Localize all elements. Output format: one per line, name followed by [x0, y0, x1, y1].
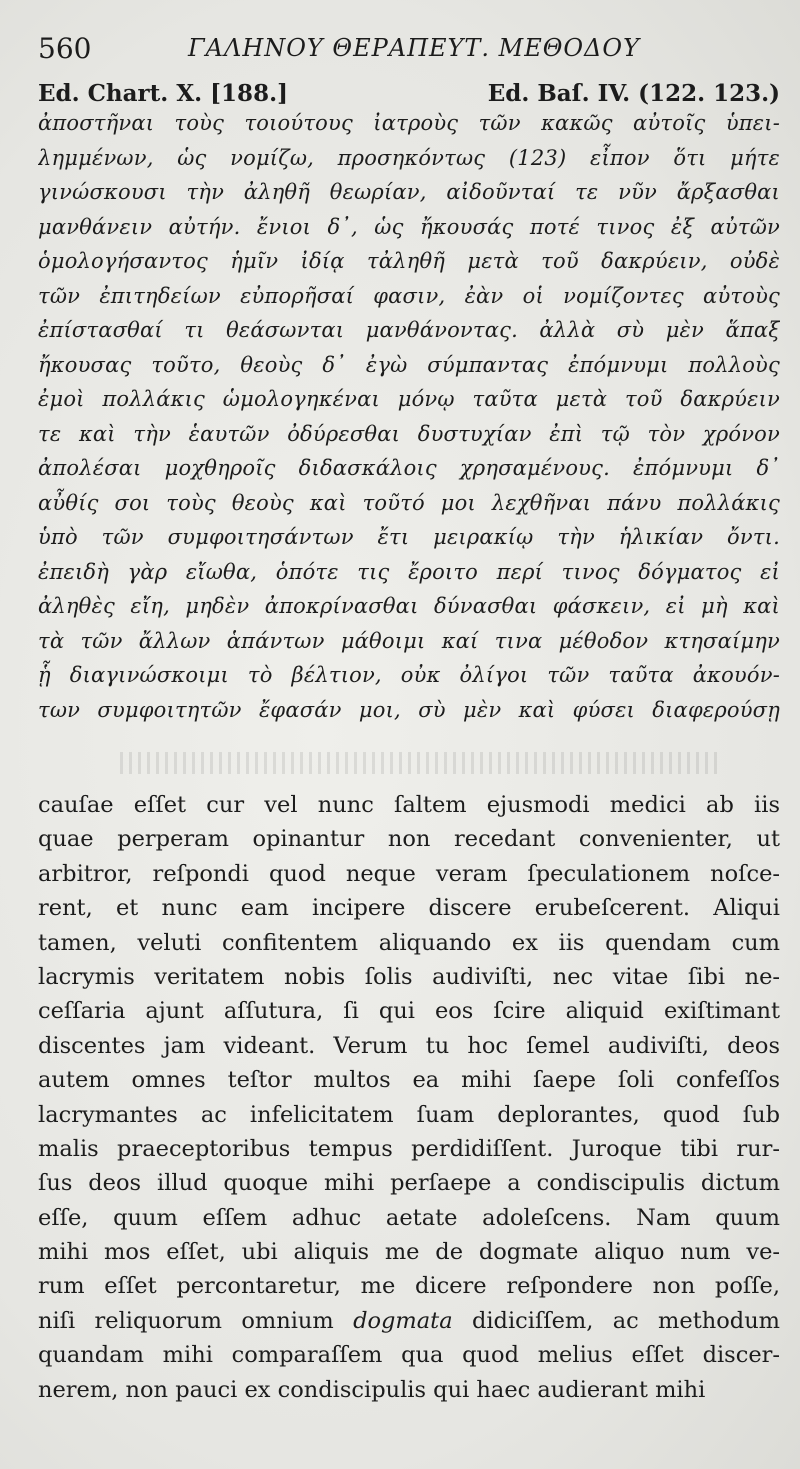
- greek-line: ἀληθὲς εἴη, μηδὲν ἀποκρίνασθαι δύνασθαι φάσκειν, εἰ μὴ καὶ: [38, 594, 780, 618]
- greek-line: ᾗ διαγινώσκοιμι τὸ βέλτιον, οὐκ ὀλίγοι τῶν ταῦτα ἀκουόν-: [38, 663, 780, 687]
- greek-line: γινώσκουσι τὴν ἀληθῆ θεωρίαν, αἰδοῦνταί τε νῦν ἄρξασθαι: [38, 180, 780, 204]
- greek-line: ἐπειδὴ γὰρ εἴωθα, ὁπότε τις ἔροιτο περί τινος δόγματος εἰ: [38, 559, 780, 584]
- latin-line: lacrymis veritatem nobis ſolis audiviſti, nec vitae ſibi ne-: [38, 963, 780, 990]
- greek-line: τε καὶ τὴν ἑαυτῶν ὀδύρεσθαι δυστυχίαν ἐπὶ τῷ τὸν χρόνον: [38, 421, 780, 446]
- latin-line-start: niſi reliquorum omnium: [38, 1307, 334, 1334]
- greek-text-block: [38, 106, 780, 727]
- latin-line: discentes jam videant. Verum tu hoc ſemel audiviſti, deos: [38, 1032, 780, 1059]
- latin-line-with-italic: [38, 1304, 780, 1338]
- latin-line: quandam mihi comparaſſem qua quod melius eſſet discer-: [38, 1342, 780, 1369]
- latin-text-block: [38, 788, 780, 1407]
- latin-line: arbitror, reſpondi quod neque veram ſpeculationem noſce-: [38, 860, 780, 887]
- latin-line-end: didiciſſem, ac methodum: [471, 1307, 780, 1334]
- greek-line: ἐπίστασθαί τι θεάσωνται μανθάνοντας. ἀλλὰ σὺ μὲν ἅπαξ: [38, 318, 780, 342]
- greek-line: ἀποστῆναι τοὺς τοιούτους ἰατροὺς τῶν κακῶς αὐτοῖς ὑπει-: [38, 111, 780, 135]
- greek-line: ὁμολογήσαντος ἡμῖν ἰδίᾳ τἀληθῆ μετὰ τοῦ δακρύειν, οὐδὲ: [38, 249, 780, 273]
- page-number: 560: [38, 32, 92, 65]
- greek-line: τὰ τῶν ἄλλων ἁπάντων μάθοιμι καί τινα μέθοδον κτησαίμην: [38, 628, 780, 653]
- latin-line: autem omnes teſtor multos ea mihi ſaepe ſoli confeſſos: [38, 1067, 780, 1094]
- running-title: ΓΑΛΗΝΟΥ ΘΕΡΑΠΕΥΤ. ΜΕΘΟΔΟΥ: [188, 34, 640, 62]
- greek-line: αὖθίς σοι τοὺς θεοὺς καὶ τοῦτό μοι λεχθῆναι πάνυ πολλάκις: [38, 490, 780, 515]
- italic-word-dogmata: dogmata: [353, 1307, 453, 1334]
- latin-line: ſus deos illud quoque mihi perſaepe a condiscipulis dictum: [38, 1170, 780, 1197]
- greek-line: ὑπὸ τῶν συμφοιτησάντων ἔτι μειρακίῳ τὴν ἡλικίαν ὄντι.: [38, 525, 780, 549]
- latin-line: eſſe, quum eſſem adhuc aetate adoleſcens. Nam quum: [38, 1204, 780, 1231]
- latin-line: rum eſſet percontaretur, me dicere reſpondere non poſſe,: [38, 1273, 780, 1300]
- show-through-smudge: [120, 752, 720, 774]
- greek-line: μανθάνειν αὐτήν. ἔνιοι δ᾽, ὡς ἤκουσάς ποτέ τινος ἐξ αὐτῶν: [38, 214, 780, 239]
- latin-line: quae perperam opinantur non recedant convenienter, ut: [38, 826, 780, 853]
- latin-line: tamen, veluti confitentem aliquando ex iis quendam cum: [38, 929, 780, 956]
- edition-basel: Ed. Baſ. IV. (122. 123.): [487, 80, 780, 107]
- latin-line: malis praeceptoribus tempus perdidiſſent. Juroque tibi rur-: [38, 1135, 780, 1162]
- latin-line: lacrymantes ac infelicitatem ſuam deplorantes, quod ſub: [38, 1101, 780, 1128]
- latin-line: cauſae eſſet cur vel nunc ſaltem ejusmodi medici ab iis: [38, 792, 780, 818]
- edition-chartier: Ed. Chart. X. [188.]: [38, 80, 288, 107]
- greek-line: ἀπολέσαι μοχθηροῖς διδασκάλοις χρησαμένους. ἐπόμνυμι δ᾽: [38, 456, 780, 480]
- greek-line: τῶν ἐπιτηδείων εὐπορῆσαί φασιν, ἐὰν οἱ νομίζοντες αὐτοὺς: [38, 283, 780, 308]
- page-header: [38, 28, 778, 68]
- latin-line: nerem, non pauci ex condiscipulis qui haec audierant mihi: [38, 1376, 706, 1403]
- greek-line: ἤκουσας τοῦτο, θεοὺς δ᾽ ἐγὼ σύμπαντας ἐπόμνυμι πολλοὺς: [38, 352, 780, 377]
- greek-line: λημμένων, ὡς νομίζω, προσηκόντως (123) εἶπον ὅτι μήτε: [38, 145, 780, 170]
- greek-line: ἐμοὶ πολλάκις ὡμολογηκέναι μόνῳ ταῦτα μετὰ τοῦ δακρύειν: [38, 387, 780, 411]
- latin-line: mihi mos eſſet, ubi aliquis me de dogmate aliquo num ve-: [38, 1239, 780, 1266]
- latin-line: rent, et nunc eam incipere discere erubeſcerent. Aliqui: [38, 895, 780, 922]
- latin-line: ceſſaria ajunt aſſutura, ſi qui eos ſcire aliquid exiſtimant: [38, 998, 780, 1025]
- greek-line: των συμφοιτητῶν ἔφασάν μοι, σὺ μὲν καὶ φύσει διαφερούσῃ: [38, 697, 780, 722]
